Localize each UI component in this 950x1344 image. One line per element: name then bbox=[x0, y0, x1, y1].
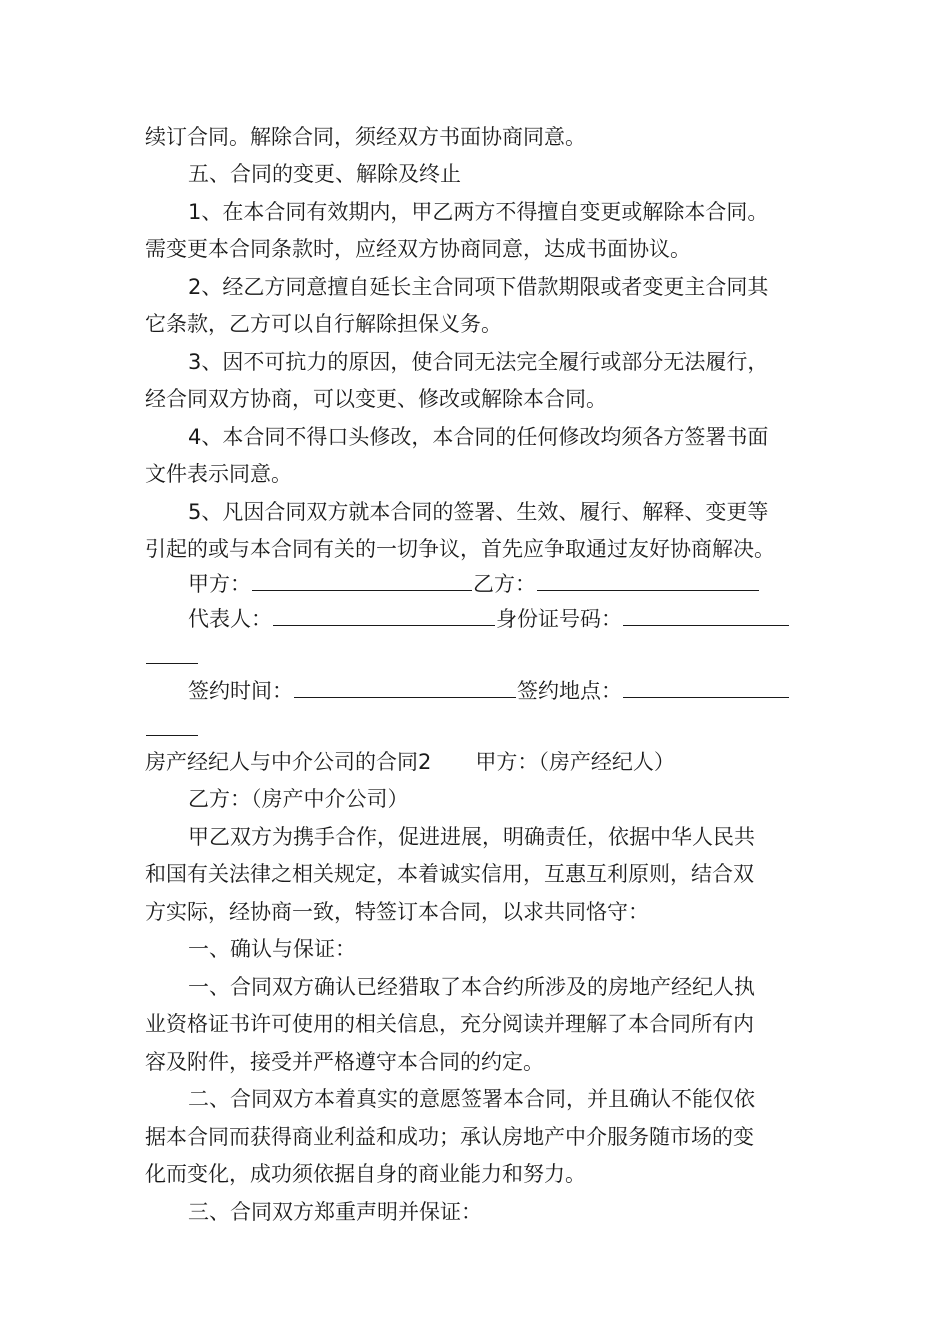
paragraph-line: 业资格证书许可使用的相关信息，充分阅读并理解了本合同所有内 bbox=[145, 1012, 754, 1036]
contract-2-header bbox=[145, 743, 675, 781]
paragraph-line: 3、因不可抗力的原因，使合同无法完全履行或部分无法履行， bbox=[188, 350, 769, 374]
paragraph-line: 需变更本合同条款时，应经双方协商同意，达成书面协议。 bbox=[145, 237, 691, 261]
signature-row-parties bbox=[188, 565, 760, 603]
contract-2-party-a: 甲方：（房产经纪人） bbox=[475, 750, 675, 774]
party-b-label: 乙方： bbox=[473, 572, 536, 596]
paragraph-line: 甲乙双方为携手合作，促进进展，明确责任，依据中华人民共 bbox=[188, 825, 755, 849]
paragraph-line: 1、在本合同有效期内，甲乙两方不得擅自变更或解除本合同。 bbox=[188, 200, 769, 224]
paragraph-line: 它条款，乙方可以自行解除担保义务。 bbox=[145, 312, 502, 336]
paragraph-line: 化而变化，成功须依据自身的商业能力和努力。 bbox=[145, 1162, 586, 1186]
paragraph-line: 二、合同双方本着真实的意愿签署本合同，并且确认不能仅依 bbox=[188, 1087, 755, 1111]
id-number-blank[interactable] bbox=[623, 603, 789, 626]
paragraph-line: 文件表示同意。 bbox=[145, 462, 292, 486]
paragraph-line: 和国有关法律之相关规定，本着诚实信用，互惠互利原则，结合双 bbox=[145, 862, 754, 886]
party-b-blank[interactable] bbox=[537, 568, 759, 591]
paragraph-line: 续订合同。解除合同，须经双方书面协商同意。 bbox=[145, 125, 586, 149]
representative-blank[interactable] bbox=[273, 603, 495, 626]
paragraph-line: 经合同双方协商，可以变更、修改或解除本合同。 bbox=[145, 387, 607, 411]
id-number-blank-continued[interactable] bbox=[146, 641, 198, 664]
sign-place-label: 签约地点： bbox=[517, 679, 622, 703]
paragraph-line: 4、本合同不得口头修改，本合同的任何修改均须各方签署书面 bbox=[188, 425, 769, 449]
paragraph-line: 5、凡因合同双方就本合同的签署、生效、履行、解释、变更等 bbox=[188, 500, 769, 524]
id-number-label: 身份证号码： bbox=[496, 607, 622, 631]
sign-place-blank-continued[interactable] bbox=[146, 713, 198, 736]
party-a-label: 甲方： bbox=[188, 572, 251, 596]
section-heading: 五、合同的变更、解除及终止 bbox=[188, 162, 461, 186]
contract-2-party-b: 乙方：（房产中介公司） bbox=[188, 787, 409, 811]
sign-date-blank[interactable] bbox=[294, 675, 516, 698]
paragraph-line: 据本合同而获得商业利益和成功；承认房地产中介服务随市场的变 bbox=[145, 1125, 754, 1149]
paragraph-line: 三、合同双方郑重声明并保证： bbox=[188, 1200, 482, 1224]
paragraph-line: 2、经乙方同意擅自延长主合同项下借款期限或者变更主合同其 bbox=[188, 275, 769, 299]
paragraph-line: 容及附件，接受并严格遵守本合同的约定。 bbox=[145, 1050, 544, 1074]
paragraph-line: 引起的或与本合同有关的一切争议，首先应争取通过友好协商解决。 bbox=[145, 537, 775, 561]
signature-row-representative bbox=[188, 600, 790, 638]
signature-row-date-place bbox=[188, 672, 790, 710]
sign-date-label: 签约时间： bbox=[188, 679, 293, 703]
section-heading: 一、确认与保证： bbox=[188, 937, 356, 961]
contract-2-title: 房产经纪人与中介公司的合同2 bbox=[145, 750, 432, 774]
representative-label: 代表人： bbox=[188, 607, 272, 631]
paragraph-line: 方实际，经协商一致，特签订本合同，以求共同恪守： bbox=[145, 900, 649, 924]
party-a-blank[interactable] bbox=[252, 568, 472, 591]
sign-place-blank[interactable] bbox=[623, 675, 789, 698]
signature-row-continuation bbox=[145, 638, 199, 676]
paragraph-line: 一、合同双方确认已经猎取了本合约所涉及的房地产经纪人执 bbox=[188, 975, 755, 999]
